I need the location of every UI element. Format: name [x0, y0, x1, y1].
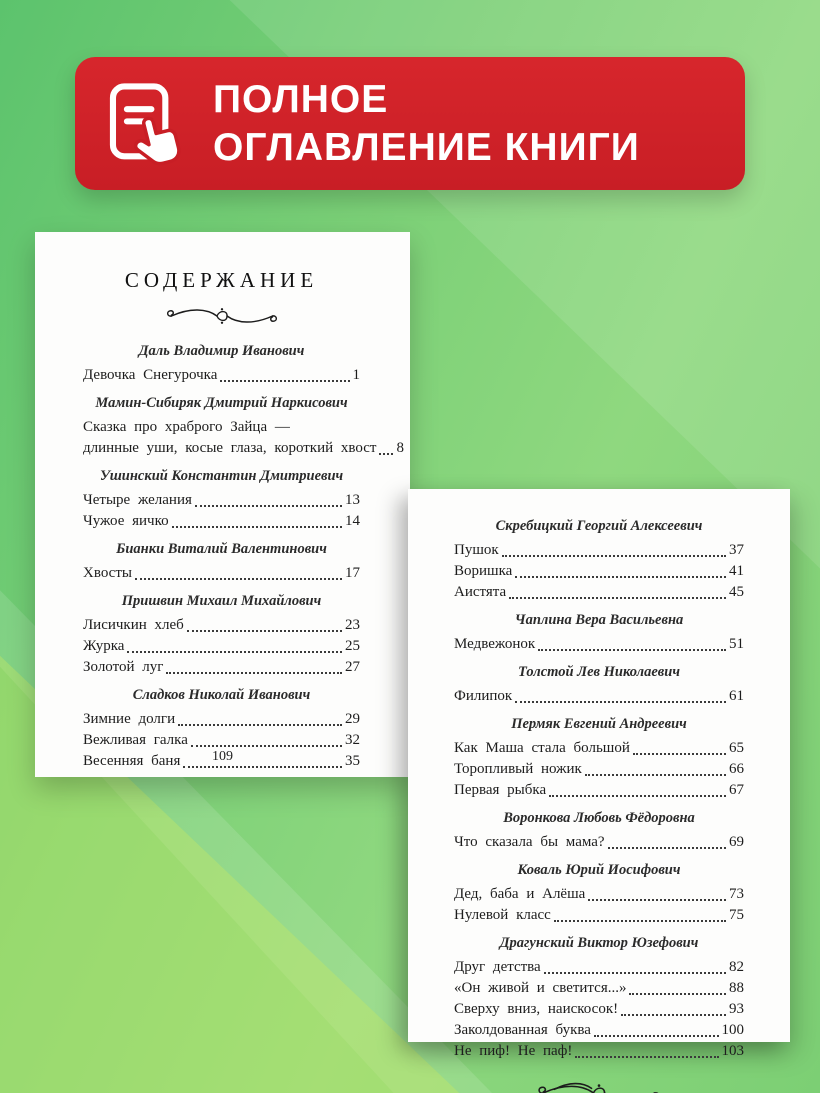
toc-entry [454, 957, 744, 978]
toc-entry [454, 905, 744, 926]
entry-title: Весенняя баня [83, 753, 181, 769]
entry-page: 14 [345, 513, 360, 529]
entry-page: 73 [729, 886, 744, 902]
entry-title: Лисичкин хлеб [83, 617, 184, 633]
entry-title: Заколдованная буква [454, 1022, 591, 1038]
ornament-flourish-top [83, 305, 360, 327]
entry-title: Сверху вниз, наискосок! [454, 1001, 619, 1017]
author-heading: Пермяк Евгений Андреевич [511, 716, 687, 732]
dotted-leader [172, 526, 342, 528]
dotted-leader [195, 505, 342, 507]
entry-page: 27 [345, 659, 360, 675]
dotted-leader [166, 672, 342, 674]
entry-title: Хвосты [83, 565, 132, 581]
dotted-leader [515, 701, 726, 703]
entry-title: Друг детства [454, 959, 541, 975]
entry-page: 41 [729, 563, 744, 579]
author-heading: Воронкова Любовь Фёдоровна [503, 810, 695, 826]
entry-title: Золотой луг [83, 659, 164, 675]
toc-page-right [408, 489, 790, 1059]
dotted-leader [575, 1056, 718, 1058]
dotted-leader [127, 651, 342, 653]
folio-page-number: 109 [212, 749, 233, 764]
entry-page: 65 [729, 740, 744, 756]
toc-entry [454, 738, 744, 759]
ornament-flourish-bottom [454, 1080, 744, 1093]
author-heading: Коваль Юрий Иосифович [517, 862, 681, 878]
entry-page: 23 [345, 617, 360, 633]
dotted-leader [549, 795, 726, 797]
entry-title: Медвежонок [454, 636, 536, 652]
entry-title: Вежливая галка [83, 732, 188, 748]
dotted-leader [629, 993, 726, 995]
toc-entry [454, 582, 744, 603]
entry-page: 100 [721, 1022, 744, 1038]
dotted-leader [187, 630, 342, 632]
toc-entry [83, 636, 360, 657]
entry-page: 37 [729, 542, 744, 558]
entry-title: Нулевой класс [454, 907, 551, 923]
dotted-leader [509, 597, 726, 599]
author-heading: Толстой Лев Николаевич [518, 664, 680, 680]
banner-title-line1: ПОЛНОЕ [213, 77, 389, 121]
entry-title: Не пиф! Не паф! [454, 1043, 573, 1059]
toc-entry [454, 978, 744, 999]
toc-entry [454, 561, 744, 582]
entry-continuation: Сказка про храброго Зайца — [83, 419, 290, 435]
author-heading: Пришвин Михаил Михайлович [121, 593, 322, 609]
toc-entry [83, 365, 360, 386]
entry-title: Аистята [454, 584, 507, 600]
entry-title: «Он живой и светится...» [454, 980, 627, 996]
dotted-leader [554, 920, 726, 922]
dotted-leader [621, 1014, 726, 1016]
entry-page: 66 [729, 761, 744, 777]
toc-entry [83, 709, 360, 730]
toc-entry [454, 832, 744, 853]
entry-title: Журка [83, 638, 125, 654]
author-heading: Драгунский Виктор Юзефович [499, 935, 699, 951]
banner-title-line2: ОГЛАВЛЕНИЕ КНИГИ [213, 125, 640, 169]
toc-entry [454, 759, 744, 780]
entry-page: 75 [729, 907, 744, 923]
toc-entry [83, 657, 360, 678]
author-heading: Даль Владимир Иванович [138, 343, 305, 359]
entry-title: Филипок [454, 688, 513, 704]
toc-entry [454, 540, 744, 561]
dotted-leader [633, 753, 726, 755]
entry-title: Первая рыбка [454, 782, 547, 798]
toc-entry [454, 1041, 744, 1062]
dotted-leader [594, 1035, 719, 1037]
dotted-leader [191, 745, 342, 747]
dotted-leader [544, 972, 726, 974]
entry-title: Зимние долги [83, 711, 176, 727]
author-heading: Ушинский Константин Дмитриевич [99, 468, 344, 484]
toc-entry [83, 511, 360, 532]
entry-page: 93 [729, 1001, 744, 1017]
entry-page: 35 [345, 753, 360, 769]
entry-page: 1 [352, 367, 360, 383]
author-heading: Чаплина Вера Васильевна [514, 612, 684, 628]
entry-title: Торопливый ножик [454, 761, 582, 777]
right-page-toc [454, 518, 744, 1062]
left-page-toc [83, 343, 404, 772]
dotted-leader [178, 724, 342, 726]
toc-title: СОДЕРЖАНИЕ [124, 268, 319, 292]
entry-title: Воришка [454, 563, 513, 579]
dotted-leader [502, 555, 726, 557]
dotted-leader [183, 766, 342, 768]
entry-page: 25 [345, 638, 360, 654]
entry-title: Дед, баба и Алёша [454, 886, 586, 902]
entry-title: Как Маша стала большой [454, 740, 630, 756]
toc-entry [83, 615, 360, 636]
entry-page: 29 [345, 711, 360, 727]
entry-page: 61 [729, 688, 744, 704]
dotted-leader [538, 649, 726, 651]
entry-page: 103 [721, 1043, 744, 1059]
toc-entry [454, 634, 744, 655]
entry-title: Что сказала бы мама? [454, 834, 605, 850]
dotted-leader [588, 899, 726, 901]
book-with-hand-icon [99, 76, 195, 172]
entry-page: 67 [729, 782, 744, 798]
toc-entry [454, 999, 744, 1020]
entry-title: Пушок [454, 542, 499, 558]
dotted-leader [515, 576, 726, 578]
entry-title: Четыре желания [83, 492, 192, 508]
entry-page: 51 [729, 636, 744, 652]
toc-entry [454, 884, 744, 905]
dotted-leader [220, 380, 349, 382]
author-heading: Скребицкий Георгий Алексеевич [495, 518, 703, 534]
author-heading: Мамин-Сибиряк Дмитрий Наркисович [95, 395, 348, 411]
toc-entry [83, 563, 360, 584]
toc-entry [454, 1020, 744, 1041]
toc-entry [454, 686, 744, 707]
entry-page: 88 [729, 980, 744, 996]
entry-page: 32 [345, 732, 360, 748]
entry-title: длинные уши, косые глаза, короткий хвост [83, 440, 377, 456]
entry-page: 69 [729, 834, 744, 850]
toc-entry [83, 730, 360, 751]
author-heading: Бианки Виталий Валентинович [116, 541, 327, 557]
toc-page-left [35, 232, 410, 777]
toc-entry [454, 780, 744, 801]
entry-title: Девочка Снегурочка [83, 367, 218, 383]
entry-page: 82 [729, 959, 744, 975]
entry-page: 45 [729, 584, 744, 600]
toc-entry [83, 438, 404, 459]
author-heading: Сладков Николай Иванович [132, 687, 311, 703]
entry-page: 8 [396, 440, 404, 456]
banner-title [213, 76, 640, 171]
dotted-leader [135, 578, 342, 580]
entry-page: 13 [345, 492, 360, 508]
dotted-leader [585, 774, 726, 776]
banner [75, 57, 745, 190]
dotted-leader [608, 847, 726, 849]
entry-page: 17 [345, 565, 360, 581]
toc-entry [83, 490, 360, 511]
dotted-leader [379, 453, 393, 455]
entry-title: Чужое яичко [83, 513, 169, 529]
